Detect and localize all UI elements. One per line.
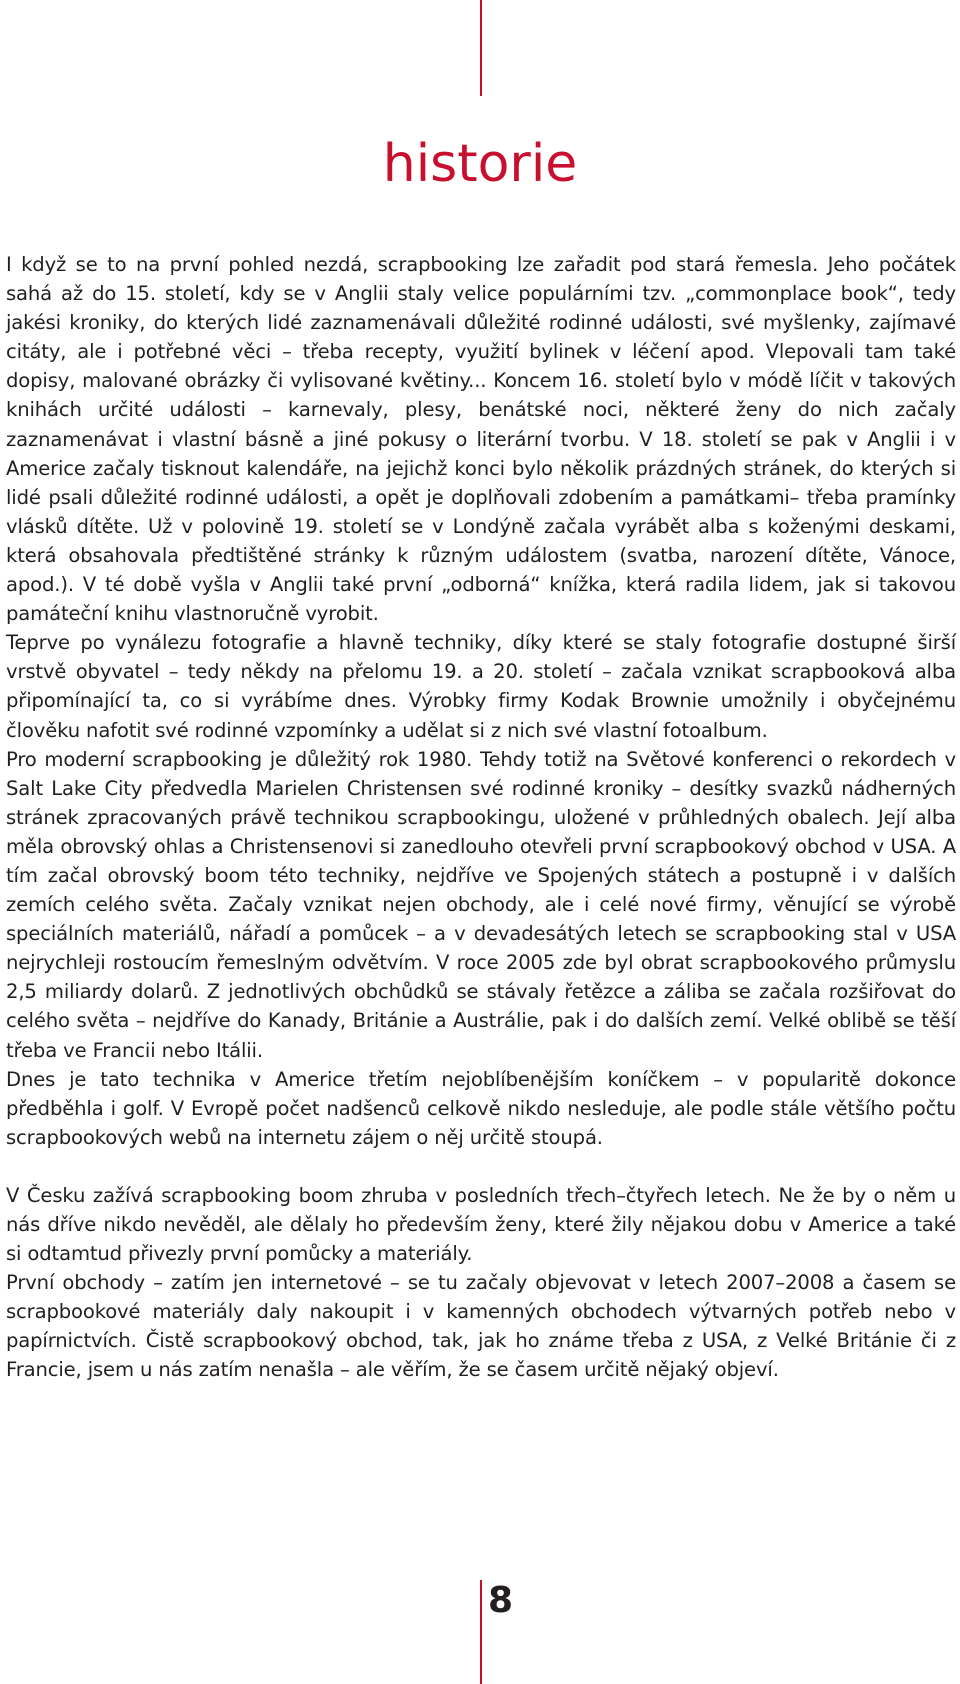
paragraph-modern-scrapbooking: Pro moderní scrapbooking je důležitý rok 1980. Tehdy totiž na Světové konferenci o rekordech v Salt Lake City předvedla Marielen Christensen své rodinné kroniky – desítky svazků nádherných stránek zpracovaných právě technikou scrapbookingu, uložené v průhledných obalech. Její alba měla obrovský ohlas a Christensenovi si zanedlouho otevřeli první scrapbookový obchod v USA. A tím začal obrovský boom této techniky, nejdříve ve Spojených státech a postupně i v dalších zemích celého světa. Začaly vznikat nejen obchody, ale i celé nové firmy, věnující se výrobě speciálních materiálů, nářadí a pomůcek – a v devadesátých letech se scrapbooking stal v USA nejrychleji rostoucím řemeslným odvětvím. V roce 2005 zde byl obrat scrapbookového průmyslu 2,5 miliardy dolarů. Z jednotlivých obchůdků se stávaly řetězce a záliba se začala rozšiřovat do celého světa – nejdříve do Kanady, Británie a Austrálie, pak i do dalších zemí. Velké oblibě se těší třeba ve Francii nebo Itálii. — [6, 747, 956, 1062]
paragraph-origins: I když se to na první pohled nezdá, scrapbooking lze zařadit pod stará řemesla. Jeho počátek sahá až do 15. století, kdy se v Anglii staly velice populárními tzv. „commonplace book“, tedy jakési kroniky, do kterých lidé zaznamenávali důležité rodinné události, své myšlenky, zajímavé citáty, ale i potřebné věci – třeba recepty, využití bylinek v léčení apod. Vlepovali tam také dopisy, malované obrázky či vylisované květiny... Koncem 16. století bylo v módě líčit v takových knihách určité události – karnevaly, plesy, benátské noci, některé ženy do nich začaly zaznamenávat i vlastní básně a jiné pokusy o literární tvorbu. V 18. století se pak v Anglii i v Americe začaly tisknout kalendáře, na jejichž konci bylo několik prázdných stránek, do kterých si lidé psali důležité rodinné události, a opět je doplňovali zdobením a památkami– třeba pramínky vlásků dítěte. Už v polovině 19. století se v Londýně začala vyrábět alba s koženými deskami, která obsahovala předtištěné stránky k různým událostem (svatba, narození dítěte, Vánoce, apod.). V té době vyšla v Anglii také první „odborná“ knížka, která radila lidem, jak si takovou památeční knihu vlastnoručně vyrobit. — [6, 253, 956, 626]
page-footer — [480, 1580, 540, 1684]
top-divider-line — [480, 0, 482, 96]
page-number: 8 — [488, 1580, 514, 1621]
paragraph-first-shops: První obchody – zatím jen internetové – se tu začaly objevovat v letech 2007–2008 a časem se scrapbookové materiály daly nakoupit i v kamenných obchodech výtvarných potřeb nebo v papírnictvích. Čistě scrapbookový obchod, tak, jak ho známe třeba z USA, z Velké Británie či z Francie, jsem u nás zatím nenašla – ale věřím, že se časem určitě nějaký objeví. — [6, 1271, 956, 1382]
paragraph-popularity-today: Dnes je tato technika v Americe třetím nejoblíbenějším koníčkem – v popularitě dokonce předběhla i golf. V Evropě počet nadšenců celkově nikdo nesleduje, ale podle stále většího počtu scrapbookových webů na internetu zájem o něj určitě stoupá. — [6, 1067, 956, 1149]
bottom-divider-line — [480, 1580, 482, 1684]
paragraph-photography: Teprve po vynálezu fotografie a hlavně techniky, díky které se staly fotografie dostupné širší vrstvě obyvatel – tedy někdy na přelomu 19. a 20. století – začala vznikat scrapbooková alba připomínající ta, co si vyrábíme dnes. Výrobky firmy Kodak Brownie umožnily i obyčejnému člověku nafotit své rodinné vzpomínky a udělat si z nich své vlastní fotoalbum. — [6, 631, 956, 742]
page-title: historie — [382, 134, 578, 194]
article-body — [6, 250, 956, 1385]
paragraph-czech-boom: V Česku zažívá scrapbooking boom zhruba v posledních třech–čtyřech letech. Ne že by o něm u nás dříve nikdo nevěděl, ale dělaly ho především ženy, které žily nějakou dobu v Americe a také si odtamtud přivezly první pomůcky a materiály. — [6, 1183, 956, 1266]
